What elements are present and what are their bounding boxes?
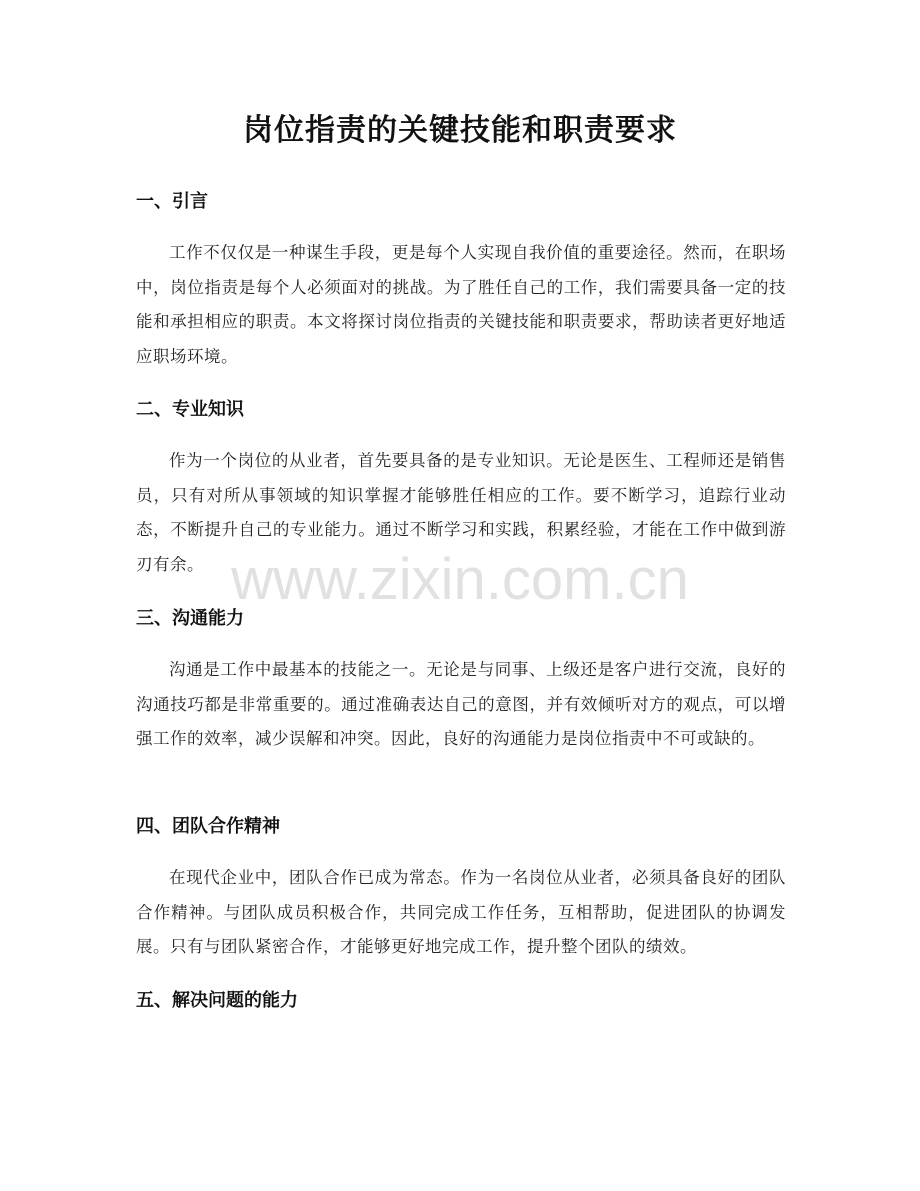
section-paragraph-professional-knowledge: 作为一个岗位的从业者，首先要具备的是专业知识。无论是医生、工程师还是销售员，只有对所从事领域的知识掌握才能够胜任相应的工作。要不断学习，追踪行业动态，不断提升自己的专业能力。通过不断学习和实践，积累经验，才能在工作中做到游刃有余。 xyxy=(136,451,786,574)
section-paragraph-communication: 沟通是工作中最基本的技能之一。无论是与同事、上级还是客户进行交流，良好的沟通技巧都是非常重要的。通过准确表达自己的意图，并有效倾听对方的观点，可以增强工作的效率，减少误解和冲突。因此，良好的沟通能力是岗位指责中不可或缺的。 xyxy=(136,660,786,748)
document-title: 岗位指责的关键技能和职责要求 xyxy=(243,113,677,148)
section-heading-communication: 三、沟通能力 xyxy=(136,608,244,629)
section-heading-problem-solving: 五、解决问题的能力 xyxy=(136,990,298,1011)
section-heading-teamwork: 四、团队合作精神 xyxy=(136,816,280,837)
watermark: www.zixin.com.cn xyxy=(231,547,689,612)
section-paragraph-teamwork: 在现代企业中，团队合作已成为常态。作为一名岗位从业者，必须具备良好的团队合作精神。与团队成员积极合作，共同完成工作任务，互相帮助，促进团队的协调发展。只有与团队紧密合作，才能够更好地完成工作，提升整个团队的绩效。 xyxy=(136,868,786,956)
section-heading-introduction: 一、引言 xyxy=(136,191,208,212)
section-paragraph-introduction: 工作不仅仅是一种谋生手段，更是每个人实现自我价值的重要途径。然而，在职场中，岗位指责是每个人必须面对的挑战。为了胜任自己的工作，我们需要具备一定的技能和承担相应的职责。本文将探讨岗位指责的关键技能和职责要求，帮助读者更好地适应职场环境。 xyxy=(136,243,786,366)
section-heading-professional-knowledge: 二、专业知识 xyxy=(136,399,244,420)
